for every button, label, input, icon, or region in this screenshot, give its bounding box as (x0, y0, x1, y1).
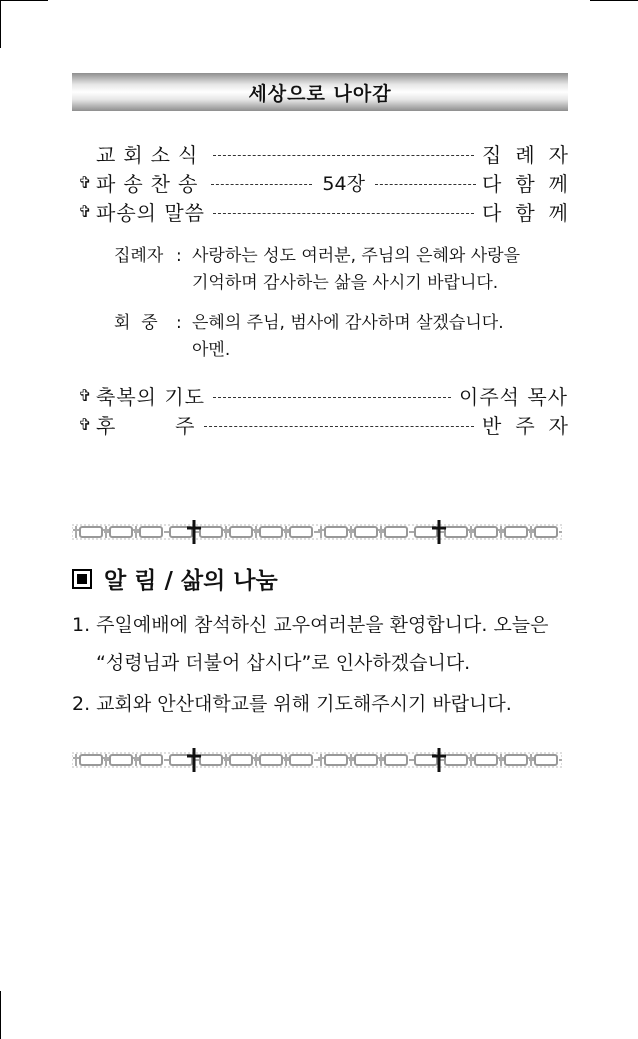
leader-dots (211, 169, 476, 196)
chain-icon (72, 748, 562, 772)
hymn-number: 54장 (322, 172, 365, 195)
order-label: 교회소식 (96, 142, 206, 167)
order-responder: 반주자 (482, 413, 582, 438)
dialog-congregation: 회 중 : 은혜의 주님, 범사에 감사하며 살겠습니다. 아멘. (114, 310, 552, 364)
order-label: 후 주 (96, 413, 196, 438)
order-responder: 다함께 (482, 200, 582, 225)
cross-icon: ✞ (78, 172, 92, 192)
notice-item-2: 2. 교회와 안산대학교를 위해 기도해주시기 바랍니다. (72, 693, 512, 715)
leader-dots (213, 213, 474, 214)
notices-title: 알 림 / 삶의 나눔 (72, 562, 278, 595)
section-header-title: 세상으로 나아감 (248, 82, 392, 105)
order-row-hymn (74, 168, 582, 196)
order-responder: 다함께 (482, 171, 582, 196)
crop-mark-top-left (0, 0, 48, 1)
leader-dots (204, 426, 475, 427)
notice-item-1: 1. 주일예배에 참석하신 교우여러분을 환영합니다. 오늘은 “성령님과 더불어 삽시다”로 인사하겠습니다. (72, 614, 549, 674)
chain-icon (72, 520, 562, 544)
dialog-text: 은혜의 주님, 범사에 감사하며 살겠습니다. 아멘. (192, 313, 504, 360)
chain-divider-bottom (72, 748, 562, 772)
crop-mark-top-right (590, 0, 638, 1)
crop-mark-bottom-left-v (0, 991, 1, 1039)
order-row-postlude (74, 410, 582, 438)
chain-divider-top (72, 520, 562, 544)
square-bullet-icon (72, 569, 92, 589)
cross-icon: ✞ (78, 414, 92, 434)
section-header (72, 73, 568, 111)
cross-icon: ✞ (78, 201, 92, 221)
order-label: 파송찬송 (96, 171, 206, 196)
order-label: 파송의 말씀 (96, 200, 205, 225)
order-row-sending-word (74, 197, 582, 225)
leader-dots (213, 155, 474, 156)
crop-mark-top-left-v (0, 0, 1, 48)
order-responder: 이주석 목사 (459, 384, 568, 409)
dialog-speaker: 회 중 (114, 313, 158, 333)
order-row-benediction (74, 381, 568, 409)
order-row-news (74, 139, 582, 167)
dialog-text: 사랑하는 성도 여러분, 주님의 은혜와 사랑을 기억하며 감사하는 삶을 사시기 바랍니다. (192, 246, 521, 293)
dialog-leader: 집례자 : 사랑하는 성도 여러분, 주님의 은혜와 사랑을 기억하며 감사하는 삶을 사시기 바랍니다. (114, 243, 552, 297)
leader-dots (213, 397, 451, 398)
order-label: 축복의 기도 (96, 384, 205, 409)
cross-icon: ✞ (78, 385, 92, 405)
order-responder: 집례자 (482, 142, 582, 167)
dialog-speaker: 집례자 (114, 246, 164, 266)
